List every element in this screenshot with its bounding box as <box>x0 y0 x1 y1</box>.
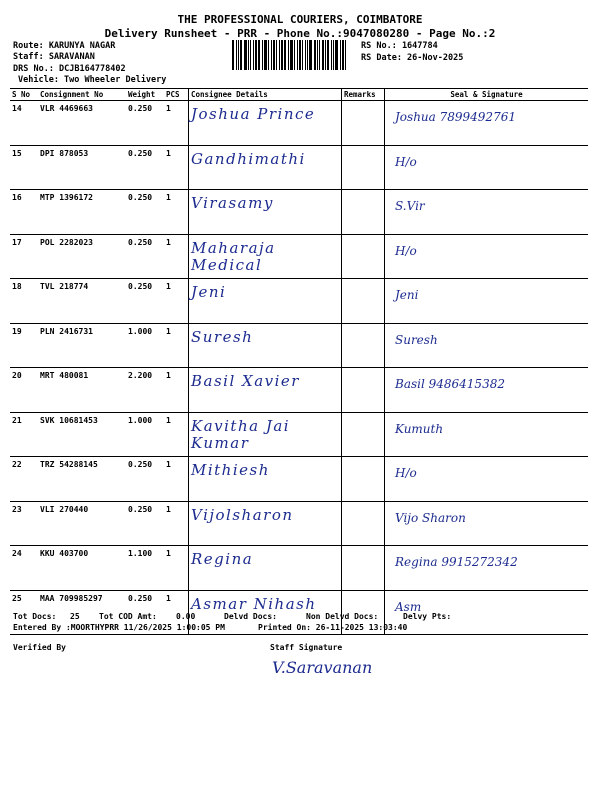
header-weight: Weight <box>126 89 164 101</box>
row-consignee <box>189 368 342 413</box>
row-weight: 0.250 <box>126 501 164 546</box>
row-sno: 20 <box>10 368 38 413</box>
row-consignee-handwriting: Vijolsharon <box>191 505 294 524</box>
row-seal-signature <box>385 101 589 146</box>
row-weight: 0.250 <box>126 234 164 279</box>
vehicle-label: Vehicle: Two Wheeler Delivery <box>18 75 167 85</box>
total-cod-label: Tot COD Amt: <box>99 612 157 621</box>
row-weight: 2.200 <box>126 368 164 413</box>
row-pcs: 1 <box>164 501 189 546</box>
header-pcs: PCS <box>164 89 189 101</box>
row-sno: 14 <box>10 101 38 146</box>
row-consignment-no: SVK 10681453 <box>38 412 126 457</box>
row-pcs: 1 <box>164 145 189 190</box>
row-weight: 0.250 <box>126 145 164 190</box>
row-pcs: 1 <box>164 590 189 635</box>
table-row <box>10 457 588 502</box>
row-remarks <box>342 190 385 235</box>
row-consignee-handwriting: Virasamy <box>191 194 274 212</box>
row-seal-signature-handwriting: H/o <box>395 466 417 480</box>
row-consignee-handwriting: Jeni <box>191 283 227 301</box>
row-consignee <box>189 501 342 546</box>
row-consignment-no: DPI 878053 <box>38 145 126 190</box>
row-pcs: 1 <box>164 234 189 279</box>
delivery-points-label: Delvy Pts: <box>403 612 452 621</box>
row-pcs: 1 <box>164 368 189 413</box>
runsheet-table <box>10 88 588 635</box>
row-consignment-no: POL 2282023 <box>38 234 126 279</box>
row-remarks <box>342 546 385 591</box>
row-seal-signature-handwriting: H/o <box>395 154 417 169</box>
row-remarks <box>342 368 385 413</box>
row-seal-signature <box>385 501 589 546</box>
row-sno: 17 <box>10 234 38 279</box>
row-weight: 1.000 <box>126 412 164 457</box>
drs-number: DRS No.: DCJB164778402 <box>13 64 126 74</box>
row-pcs: 1 <box>164 279 189 324</box>
row-consignee <box>189 546 342 591</box>
table-row <box>10 412 588 457</box>
row-seal-signature <box>385 368 589 413</box>
staff-signature-label: Staff Signature <box>270 643 343 652</box>
row-consignee <box>189 279 342 324</box>
row-consignment-no: KKU 403700 <box>38 546 126 591</box>
row-seal-signature-handwriting: Kumuth <box>395 421 444 436</box>
row-remarks <box>342 323 385 368</box>
row-consignee-handwriting: Mithiesh <box>191 461 270 479</box>
row-seal-signature-handwriting: Basil 9486415382 <box>395 377 505 391</box>
row-consignee <box>189 101 342 146</box>
row-consignee-handwriting: Kavitha Jai Kumar <box>191 416 291 452</box>
row-weight: 1.000 <box>126 323 164 368</box>
row-sno: 25 <box>10 590 38 635</box>
header-seal-signature: Seal & Signature <box>385 89 589 101</box>
table-row <box>10 546 588 591</box>
row-consignment-no: TVL 218774 <box>38 279 126 324</box>
total-docs-label: Tot Docs: <box>13 612 57 621</box>
staff-label: Staff: SARAVANAN <box>13 52 95 62</box>
table-row <box>10 101 588 146</box>
row-consignment-no: VLI 270440 <box>38 501 126 546</box>
runsheet-subtitle: Delivery Runsheet - PRR - Phone No.:9047080280 - Page No.:2 <box>104 27 496 40</box>
total-docs-value: 25 <box>70 612 80 621</box>
table-row <box>10 190 588 235</box>
row-remarks <box>342 279 385 324</box>
row-sno: 21 <box>10 412 38 457</box>
entered-by: Entered By :MOORTHYPRR 11/26/2025 1:00:05 PM <box>13 623 225 632</box>
row-consignee-handwriting: Gandhimathi <box>191 149 306 168</box>
total-cod-value: 0.00 <box>176 612 196 621</box>
non-delivered-docs-label: Non Delvd Docs: <box>306 612 379 621</box>
company-title: THE PROFESSIONAL COURIERS, COIMBATORE <box>177 13 423 26</box>
row-consignment-no: MAA 709985297 <box>38 590 126 635</box>
row-consignee-handwriting: Joshua Prince <box>191 105 316 123</box>
row-pcs: 1 <box>164 546 189 591</box>
row-consignee <box>189 323 342 368</box>
route-label: Route: KARUNYA NAGAR <box>13 41 116 51</box>
table-header-row <box>10 89 588 101</box>
row-sno: 16 <box>10 190 38 235</box>
row-consignee <box>189 145 342 190</box>
row-sno: 24 <box>10 546 38 591</box>
row-seal-signature <box>385 546 589 591</box>
header-consignee-details: Consignee Details <box>189 89 342 101</box>
row-consignment-no: PLN 2416731 <box>38 323 126 368</box>
row-weight: 0.250 <box>126 101 164 146</box>
row-remarks <box>342 412 385 457</box>
table-row <box>10 368 588 413</box>
row-weight: 0.250 <box>126 190 164 235</box>
header-consignment-no: Consignment No <box>38 89 126 101</box>
row-seal-signature <box>385 279 589 324</box>
row-consignee-handwriting: Suresh <box>191 327 254 346</box>
row-consignment-no: MRT 480081 <box>38 368 126 413</box>
row-seal-signature <box>385 190 589 235</box>
row-sno: 23 <box>10 501 38 546</box>
rs-date: RS Date: 26-Nov-2025 <box>361 53 464 63</box>
row-sno: 22 <box>10 457 38 502</box>
row-remarks <box>342 457 385 502</box>
row-remarks <box>342 234 385 279</box>
staff-signature: V.Saravanan <box>272 658 373 677</box>
table-row <box>10 501 588 546</box>
header-remarks: Remarks <box>342 89 385 101</box>
table-row <box>10 323 588 368</box>
row-seal-signature <box>385 412 589 457</box>
row-seal-signature-handwriting: Regina 9915272342 <box>395 555 518 569</box>
row-seal-signature-handwriting: Vijo Sharon <box>395 510 466 525</box>
row-pcs: 1 <box>164 101 189 146</box>
row-weight: 1.100 <box>126 546 164 591</box>
row-seal-signature <box>385 457 589 502</box>
table-row <box>10 279 588 324</box>
row-seal-signature-handwriting: Asm <box>395 599 422 614</box>
row-consignment-no: MTP 1396172 <box>38 190 126 235</box>
row-consignee <box>189 412 342 457</box>
row-seal-signature-handwriting: S.Vir <box>395 199 425 213</box>
table-row <box>10 234 588 279</box>
barcode <box>232 40 356 70</box>
row-sno: 19 <box>10 323 38 368</box>
row-pcs: 1 <box>164 412 189 457</box>
delivered-docs-label: Delvd Docs: <box>224 612 277 621</box>
row-weight: 0.250 <box>126 457 164 502</box>
row-consignee-handwriting: Regina <box>191 550 254 568</box>
row-weight: 0.250 <box>126 590 164 635</box>
printed-on: Printed On: 26-11-2025 13:03:40 <box>258 623 408 632</box>
row-consignment-no: TRZ 54288145 <box>38 457 126 502</box>
row-pcs: 1 <box>164 323 189 368</box>
row-consignee-handwriting: Basil Xavier <box>191 372 300 390</box>
row-consignee <box>189 234 342 279</box>
table-row <box>10 145 588 190</box>
row-remarks <box>342 145 385 190</box>
row-remarks <box>342 501 385 546</box>
row-seal-signature <box>385 145 589 190</box>
row-consignee <box>189 190 342 235</box>
row-consignee-handwriting: Maharaja Medical <box>191 238 276 274</box>
row-pcs: 1 <box>164 190 189 235</box>
row-seal-signature-handwriting: Suresh <box>395 332 438 347</box>
row-pcs: 1 <box>164 457 189 502</box>
rs-number: RS No.: 1647784 <box>361 41 438 51</box>
row-seal-signature-handwriting: Joshua 7899492761 <box>395 110 516 124</box>
row-seal-signature-handwriting: H/o <box>395 243 417 258</box>
row-remarks <box>342 101 385 146</box>
row-consignee <box>189 457 342 502</box>
row-consignment-no: VLR 4469663 <box>38 101 126 146</box>
row-seal-signature-handwriting: Jeni <box>395 288 419 302</box>
row-consignee-handwriting: Asmar Nihash <box>191 594 317 613</box>
header-sno: S No <box>10 89 38 101</box>
row-weight: 0.250 <box>126 279 164 324</box>
verified-by-label: Verified By <box>13 643 66 652</box>
row-sno: 15 <box>10 145 38 190</box>
row-sno: 18 <box>10 279 38 324</box>
row-seal-signature <box>385 234 589 279</box>
row-seal-signature <box>385 323 589 368</box>
